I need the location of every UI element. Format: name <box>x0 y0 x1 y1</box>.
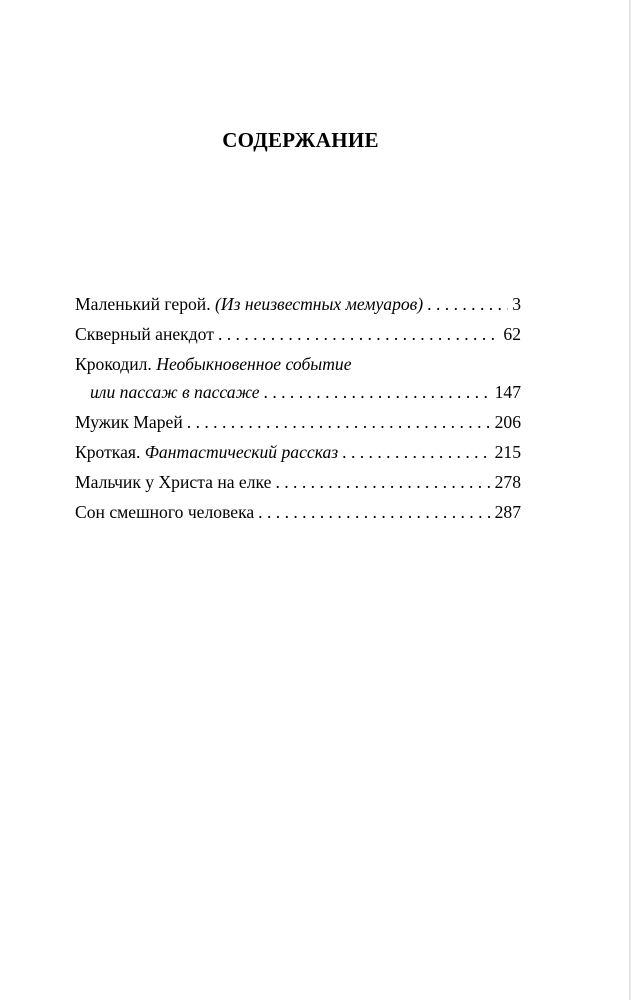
toc-entry-2[interactable] <box>75 320 521 350</box>
toc-entry-title: Маленький герой. <box>75 294 211 314</box>
toc-entry-title: Мужик Марей <box>75 412 183 432</box>
toc-entry-title: Крокодил. <box>75 354 152 374</box>
toc-entry-5[interactable] <box>75 438 521 468</box>
dot-leader <box>187 408 491 436</box>
toc-entry-subtitle: Фантастический рассказ <box>144 442 339 462</box>
toc-entry-4[interactable] <box>75 408 521 438</box>
toc-entry-page: 215 <box>494 442 521 462</box>
dot-leader <box>264 378 491 406</box>
toc-entry-page: 278 <box>494 472 521 492</box>
table-of-contents <box>75 290 521 528</box>
toc-entry-page: 147 <box>494 382 521 402</box>
dot-leader <box>275 468 490 496</box>
page-title: СОДЕРЖАНИЕ <box>222 128 379 152</box>
toc-entry-subtitle: Необыкновенное событие <box>156 354 352 374</box>
toc-entry-subtitle-continued: или пассаж в пассаже <box>90 382 260 402</box>
dot-leader <box>342 438 490 466</box>
toc-entry-title: Сон смешного человека <box>75 502 255 522</box>
toc-entry-title: Скверный анекдот <box>75 324 214 344</box>
toc-entry-page: 206 <box>494 412 521 432</box>
toc-entry-page: 287 <box>494 502 521 522</box>
dot-leader <box>427 290 508 318</box>
toc-entry-subtitle: (Из неизвестных мемуаров) <box>215 294 424 314</box>
toc-entry-page: 62 <box>503 324 521 344</box>
dot-leader <box>258 498 490 526</box>
toc-entry-page: 3 <box>512 294 521 314</box>
dot-leader <box>218 320 499 348</box>
toc-entry-7[interactable] <box>75 498 521 528</box>
toc-entry-6[interactable] <box>75 468 521 498</box>
toc-entry-title: Мальчик у Христа на елке <box>75 472 272 492</box>
toc-entry-3[interactable] <box>75 350 521 408</box>
toc-entry-1[interactable] <box>75 290 521 320</box>
toc-entry-title: Кроткая. <box>75 442 141 462</box>
